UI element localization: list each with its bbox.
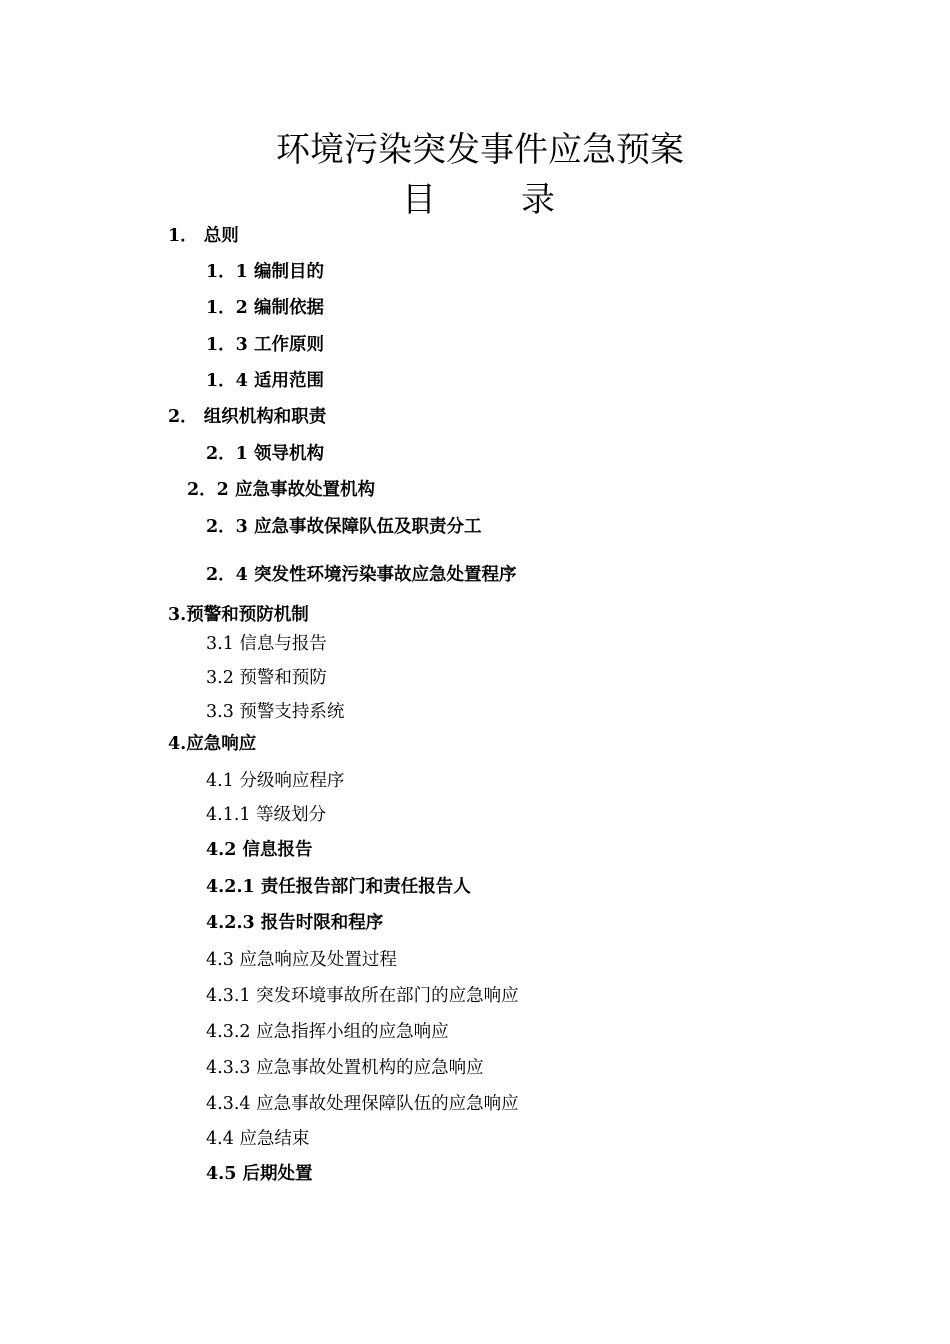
toc-entry-1-4: 1．4 适用范围 [206,371,324,391]
toc-entry-4-3-2: 4.3.2 应急指挥小组的应急响应 [206,1022,449,1042]
toc-entry-2-3: 2．3 应急事故保障队伍及职责分工 [206,517,482,537]
toc-entry-4-2-1: 4.2.1 责任报告部门和责任报告人 [206,877,471,897]
toc-entry-4-4: 4.4 应急结束 [206,1129,310,1149]
toc-heading-left: 目 [402,180,436,220]
toc-entry-2: 2． 组织机构和职责 [168,407,327,427]
toc-entry-1-1: 1．1 编制目的 [206,262,324,282]
toc-entry-3-3: 3.3 预警支持系统 [206,702,345,722]
toc-entry-4-1: 4.1 分级响应程序 [206,771,345,791]
toc-entry-1-2: 1．2 编制依据 [206,298,324,318]
toc-entry-4-5: 4.5 后期处置 [206,1164,313,1184]
toc-entry-4-3-3: 4.3.3 应急事故处置机构的应急响应 [206,1058,484,1078]
toc-entry-1: 1． 总则 [168,226,239,246]
toc-entry-4-3-1: 4.3.1 突发环境事故所在部门的应急响应 [206,986,519,1006]
toc-entry-2-1: 2．1 领导机构 [206,444,324,464]
toc-heading-right: 录 [521,180,555,220]
toc-entry-4-3-4: 4.3.4 应急事故处理保障队伍的应急响应 [206,1094,519,1114]
toc-entry-3-1: 3.1 信息与报告 [206,634,327,654]
toc-entry-3: 3.预警和预防机制 [168,605,309,625]
toc-entry-2-4: 2．4 突发性环境污染事故应急处置程序 [206,565,517,585]
toc-entry-2-2: 2．2 应急事故处置机构 [187,480,375,500]
toc-entry-4-2-3: 4.2.3 报告时限和程序 [206,913,384,933]
toc-entry-4-1-1: 4.1.1 等级划分 [206,805,327,825]
toc-entry-1-3: 1．3 工作原则 [206,335,324,355]
toc-entry-4: 4.应急响应 [168,734,257,754]
document-title: 环境污染突发事件应急预案 [276,130,684,170]
toc-entry-3-2: 3.2 预警和预防 [206,668,327,688]
toc-entry-4-3: 4.3 应急响应及处置过程 [206,950,397,970]
toc-entry-4-2: 4.2 信息报告 [206,840,313,860]
